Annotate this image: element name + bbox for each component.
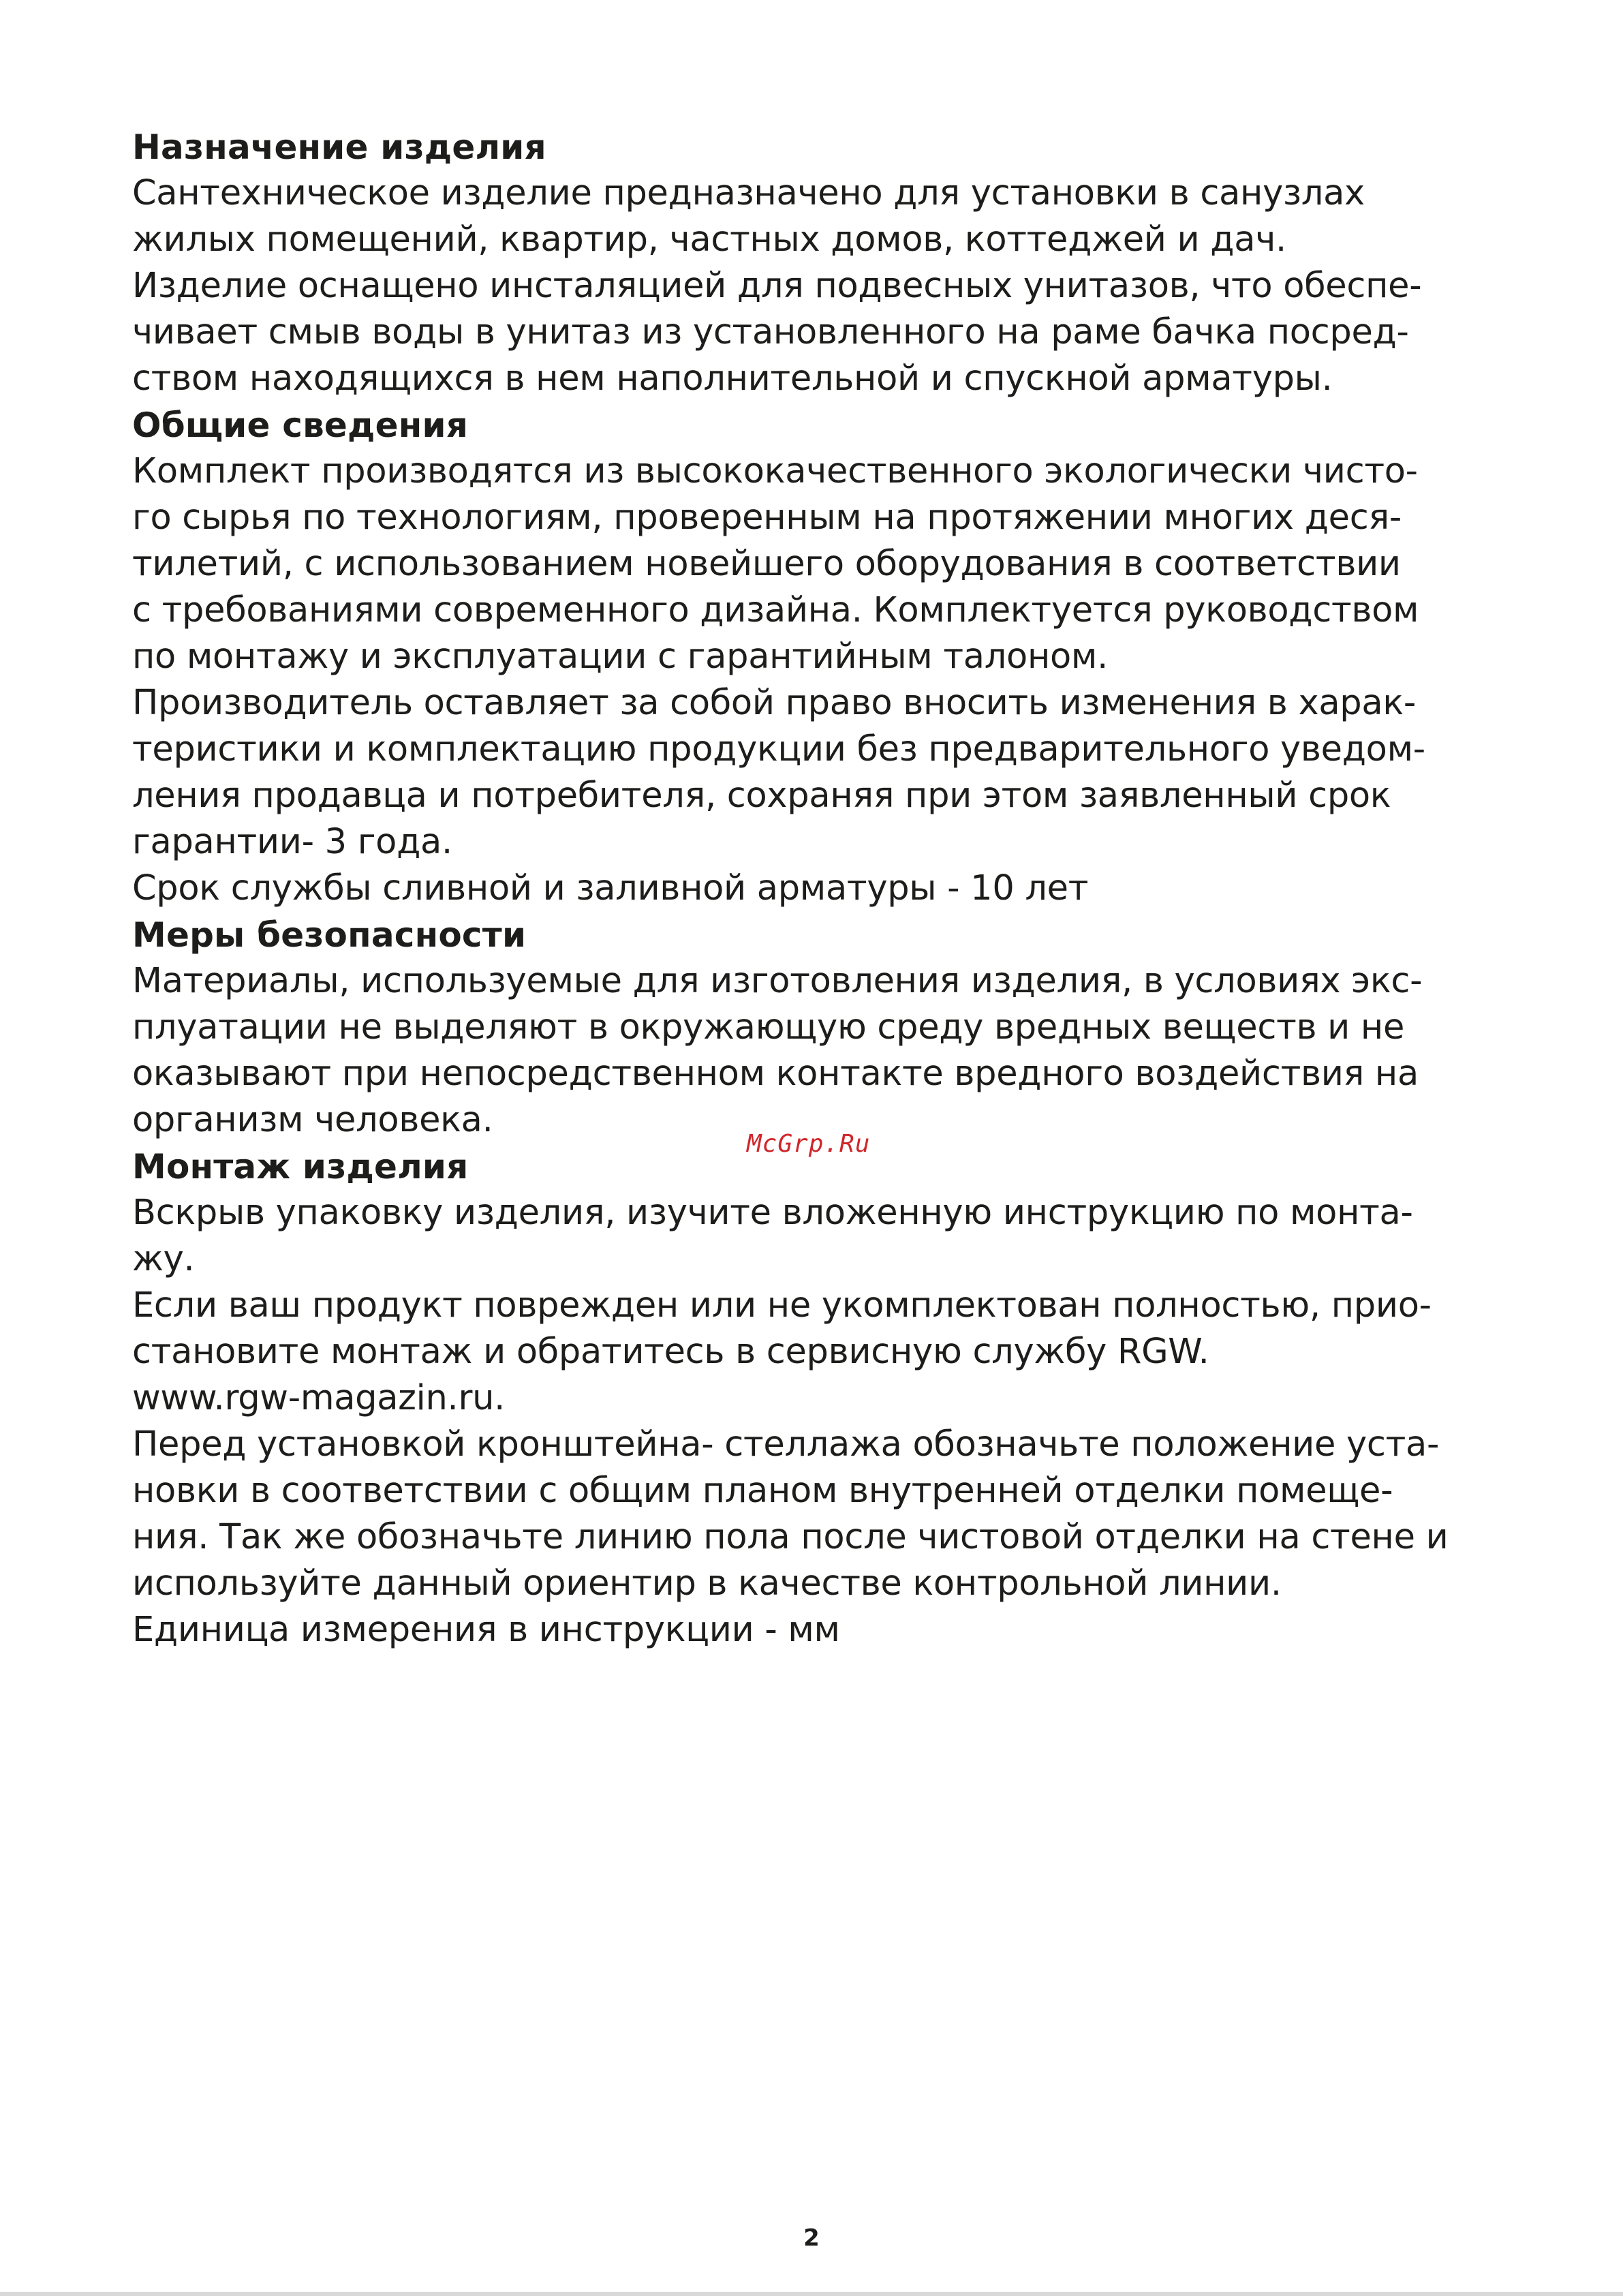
body-line: Производитель оставляет за собой право вносить изменения в харак- [132,683,1416,723]
body-line: Вскрыв упаковку изделия, изучите вложенную инструкцию по монта- [132,1193,1413,1233]
body-line: жу. [132,1239,195,1279]
body-line: Изделие оснащено инсталяцией для подвесных унитазов, что обеспе- [132,266,1422,306]
body-line: гарантии- 3 года. [132,822,452,862]
body-line: Если ваш продукт поврежден или не укомплектован полностью, прио- [132,1285,1432,1326]
section-heading: Меры безопасности [132,915,527,955]
body-line: теристики и комплектацию продукции без предварительного уведом- [132,729,1425,769]
section-heading: Общие сведения [132,405,469,445]
section-purpose [132,124,1522,402]
document-body [132,124,1522,1653]
body-line: го сырья по технологиям, проверенным на протяжении многих деся- [132,498,1402,538]
body-line: ления продавца и потребителя, сохраняя при этом заявленный срок [132,776,1391,816]
section-heading: Назначение изделия [132,127,546,167]
watermark: McGrp.Ru [747,1130,871,1158]
body-line: жилых помещений, квартир, частных домов, коттеджей и дач. [132,219,1286,260]
body-line: новки в соответствии с общим планом внутренней отделки помеще- [132,1471,1393,1511]
body-line: плуатации не выделяют в окружающую среду вредных веществ и не [132,1007,1405,1047]
body-line: ством находящихся в нем наполнительной и спускной арматуры. [132,358,1333,399]
body-line: становите монтаж и обратитесь в сервисную службу RGW. [132,1332,1209,1372]
section-safety [132,912,1522,1144]
body-line: ния. Так же обозначьте линию пола после чистовой отделки на стене и [132,1517,1449,1557]
body-line: Комплект производятся из высококачественного экологически чисто- [132,451,1418,491]
body-line: по монтажу и эксплуатации с гарантийным талоном. [132,637,1108,677]
section-general-info [132,402,1522,912]
body-line: используйте данный ориентир в качестве контрольной линии. [132,1563,1282,1604]
body-line: Перед установкой кронштейна- стеллажа обозначьте положение уста- [132,1424,1440,1465]
body-line: Сантехническое изделие предназначено для установки в санузлах [132,173,1365,213]
section-installation [132,1144,1522,1653]
body-line: www.rgw-magazin.ru. [132,1378,506,1418]
body-line: тилетий, с использованием новейшего оборудования в соответствии [132,544,1401,584]
body-line: с требованиями современного дизайна. Комплектуется руководством [132,590,1419,630]
body-line: Единица измерения в инструкции - мм [132,1610,840,1650]
body-line: чивает смыв воды в унитаз из установленного на раме бачка посред- [132,312,1409,352]
bottom-divider [0,2292,1623,2296]
body-line: организм человека. [132,1100,493,1140]
page-number: 2 [803,2224,820,2252]
section-heading: Монтаж изделия [132,1147,469,1187]
body-line: оказывают при непосредственном контакте вредного воздействия на [132,1054,1419,1094]
body-line: Срок службы сливной и заливной арматуры - 10 лет [132,868,1089,908]
body-line: Материалы, используемые для изготовления изделия, в условиях экс- [132,961,1423,1001]
